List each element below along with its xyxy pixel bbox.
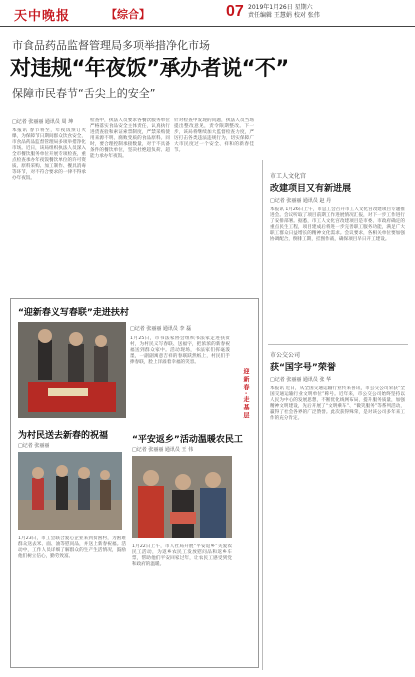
feature-2-body: 1月23日，市工会联合爱心企业来到贫困村，为困难群众送去米、面、油等慰问品，并送上新春祝福。活动中，工作人员详细了解群众的生产生活情况，鼓励他们树立信心，勤劳致富。 xyxy=(18,536,126,559)
feature-2-title: 为村民送去新春的祝福 xyxy=(18,431,109,441)
feature-2-photo xyxy=(18,452,122,530)
migrant-worker-image xyxy=(132,456,232,538)
right-item1-byline: □记者 张丽丽 通讯员 赵 丹 xyxy=(270,198,332,204)
right-item2-byline: □记者 张丽丽 通讯员 张 华 xyxy=(270,377,332,383)
feature-1-title: “迎新春义写春联”走进扶村 xyxy=(18,308,129,318)
right-item1-body: 本报讯 1月26日上午，市总工会召开市工人文化宫改建项目专题推进会。会议听取了项目前期工作进展情况汇报，对下一步工作进行了安排部署。据悉，市工人文化宫改建项目是市委、市政府确定的重点民生工程，项目建成后将进一步完善职工服务功能，满足广大职工群众日益增长的精神文化需求。会议要求，各相关单位要加强协调配合，倒排工期，挂图作战，确保项目早日开工建设。 xyxy=(270,207,405,242)
right-separator xyxy=(268,344,408,345)
feature-3-photo xyxy=(132,456,232,538)
village-visit-image xyxy=(18,452,122,530)
calligraphy-scene-image xyxy=(18,322,126,418)
right-item1-title: 改建项目又有新进展 xyxy=(270,184,352,194)
column-divider xyxy=(262,160,263,670)
feature-1-byline: □记者 张丽丽 通讯员 李 磊 xyxy=(130,326,192,332)
feature-vertical-label: 迎新春·走基层 xyxy=(242,368,249,421)
lead-kicker: 市食品药品监督管理局多项举措净化市场 xyxy=(12,39,210,52)
right-item2-title: 获“国字号”荣誉 xyxy=(270,363,336,373)
feature-3-title: “平安返乡”活动温暖农民工 xyxy=(132,435,243,445)
feature-1-body: 1月25日，市书法家协会组织书法家走进扶贫村，为村民义写春联、送福字，把浓浓的新春祝福送到群众家中。活动现场，书法家们挥毫泼墨，一副副寓意吉祥的春联跃然纸上，村民们手捧春联，脸上洋溢着幸福的笑容。 xyxy=(130,336,230,365)
lead-body-col-1: 本报讯 春节将至，年夜饭预订火爆，为保障节日期间群众饮食安全，市食品药品监督管理局多项举措净化市场。近日，该局组织执法人员深入全市餐饮服务单位开展专项检查，重点检查承办年夜饭餐饮单位的许可资质、原料采购、加工制作、餐具消毒等环节，对不符合要求的一律不得承办年夜饭。 xyxy=(12,128,86,181)
right-item1-kicker: 市工人文化宫 xyxy=(270,173,307,180)
issue-date xyxy=(248,4,320,20)
page-number: 07 xyxy=(226,3,244,20)
lead-headline: 对违规“年夜饭”承办者说“不” xyxy=(10,56,289,80)
lead-body-col-2: 检查中，执法人员要求各餐饮服务单位严格落实食品安全主体责任，认真执行进货查验和索证索票制度，严禁采购使用来源不明、腐败变质的食品原料。同时，要合理控制承接数量，对于不具备条件的餐饮单位，坚决杜绝超负荷、超能力承办年夜饭。 xyxy=(90,118,170,159)
feature-3-byline: □记者 张丽丽 通讯员 王 伟 xyxy=(132,447,194,453)
lead-body-col-3: 针对检查中发现的问题，执法人员当场提出整改意见，责令限期整改。下一步，该局将继续加大监督检查力度，严厉打击各类违法违规行为，切实保障广大市民度过一个安全、祥和的新春佳节。 xyxy=(174,118,254,153)
right-item2-kicker: 市公交公司 xyxy=(270,352,301,359)
newspaper-logo: 天中晚报 xyxy=(14,9,71,24)
right-item2-body: 本报讯 近日，从全国交通运输行业传来喜讯，市公交公司荣获“全国交通运输行业文明单位”称号。近年来，市公交公司始终坚持以人民为中心的发展思想，不断优化线网布局，提升服务质量，加强精神文明建设，先后开展了“文明乘车”、“微笑服务”等系列活动，赢得了社会各界的广泛赞誉。此次获得殊荣，是对该公司多年来工作的充分肯定。 xyxy=(270,386,405,421)
masthead xyxy=(0,0,415,27)
lead-subhead: 保障市民春节“舌尖上的安全” xyxy=(12,87,156,100)
section-name: 【综合】 xyxy=(106,8,150,21)
date-line-2: 责任编辑 王慧娟 校对 张伟 xyxy=(248,12,320,19)
feature-1-photo xyxy=(18,322,126,418)
feature-2-byline: □记者 张丽丽 xyxy=(18,443,50,449)
lead-byline: □记者 张丽丽 通讯员 周 坤 xyxy=(12,119,74,125)
feature-3-body: 1月22日上午，市人社局开展“平安返乡”关爱农民工活动，为返乡农民工发放慰问品和返乡车票，帮助他们平安回家过年，让农民工感受到党和政府的温暖。 xyxy=(132,544,232,567)
date-line-1: 2019年1月26日 星期六 xyxy=(248,4,313,11)
